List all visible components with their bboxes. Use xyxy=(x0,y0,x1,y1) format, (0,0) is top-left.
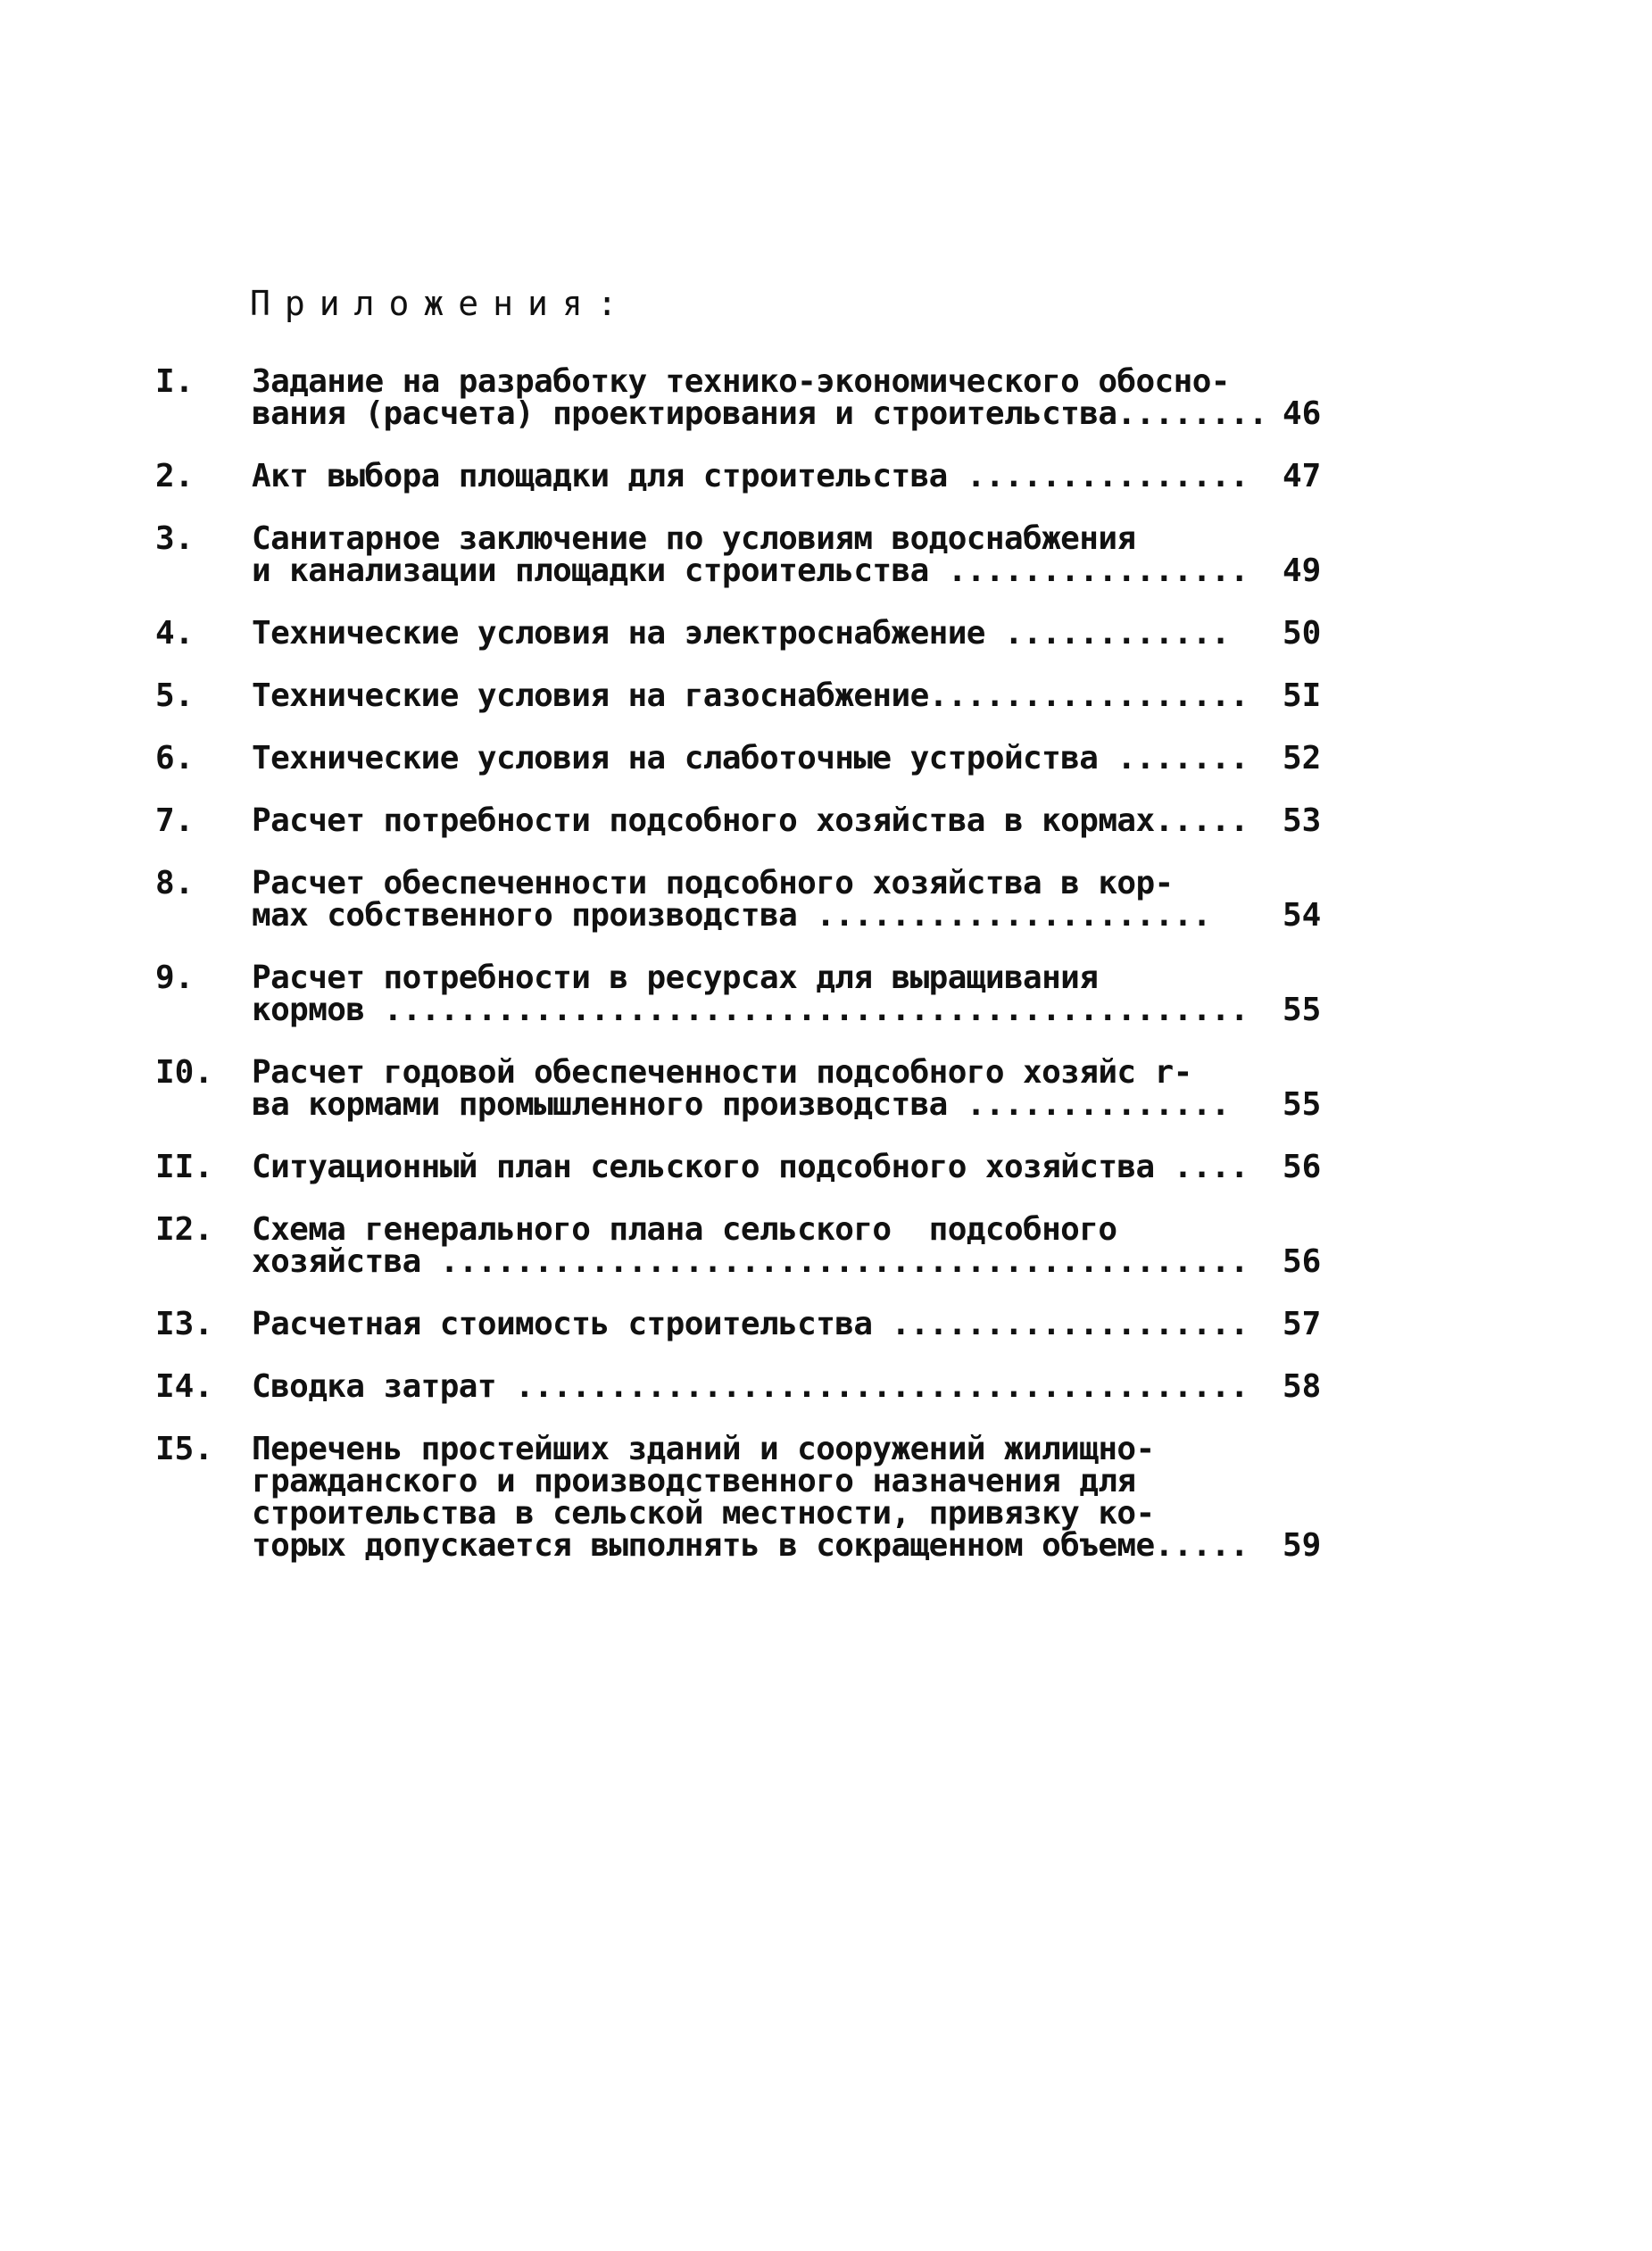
toc-entry-9 xyxy=(152,959,1339,1028)
entry-page-number: 59 xyxy=(1283,1527,1322,1564)
toc-entry-5 xyxy=(152,677,1339,714)
entry-number: I2. xyxy=(155,1211,214,1248)
entry-title: Расчет потребности в ресурсах для выращивания кормов .............................................. xyxy=(252,959,1249,1028)
entry-page-number: 53 xyxy=(1283,802,1322,839)
entry-number: I0. xyxy=(155,1054,214,1091)
entry-page-number: 56 xyxy=(1283,1149,1322,1185)
toc-entry-3 xyxy=(152,520,1339,589)
toc-entry-11 xyxy=(152,1151,1339,1184)
toc-entry-6 xyxy=(152,740,1339,777)
entry-number: 4. xyxy=(155,615,195,652)
toc-entry-10 xyxy=(152,1054,1339,1123)
entry-page-number: 58 xyxy=(1283,1368,1322,1405)
entry-number: I5. xyxy=(155,1431,214,1467)
entry-number: II. xyxy=(155,1149,214,1185)
entry-page-number: 47 xyxy=(1283,458,1322,494)
entry-number: 2. xyxy=(155,458,195,494)
entry-title: Акт выбора площадки для строительства ............... xyxy=(252,458,1249,494)
entry-number: 8. xyxy=(155,865,195,901)
entry-number: 3. xyxy=(155,520,195,557)
toc-entry-4 xyxy=(152,615,1339,652)
entry-title: Задание на разработку технико-экономического обосно- вания (расчета) проектирования и строительства........ xyxy=(252,363,1267,432)
toc-entry-7 xyxy=(152,802,1339,839)
entry-number: 5. xyxy=(155,677,195,714)
toc-entry-8 xyxy=(152,865,1339,934)
entry-number: I4. xyxy=(155,1368,214,1405)
toc-entry-2 xyxy=(152,458,1339,494)
entry-title: Ситуационный план сельского подсобного хозяйства .... xyxy=(252,1149,1249,1185)
entry-page-number: 56 xyxy=(1283,1243,1322,1280)
entry-title: Технические условия на электроснабжение ............ xyxy=(252,615,1230,652)
entry-number: 9. xyxy=(155,959,195,996)
entry-number: 7. xyxy=(155,802,195,839)
toc-entry-15 xyxy=(152,1433,1339,1562)
table-of-contents xyxy=(152,363,1339,1592)
toc-entry-13 xyxy=(152,1308,1339,1341)
entry-page-number: 49 xyxy=(1283,552,1322,589)
entry-page-number: 5I xyxy=(1283,677,1322,714)
entry-title: Расчет годовой обеспеченности подсобного хозяйс r- ва кормами промышленного производства .............. xyxy=(252,1054,1230,1123)
entry-page-number: 54 xyxy=(1283,897,1322,934)
entry-title: Схема генерального плана сельского подсобного хозяйства ........................................... xyxy=(252,1211,1249,1280)
entry-page-number: 46 xyxy=(1283,395,1322,432)
entry-number: I. xyxy=(155,363,195,400)
appendices-heading: Приложения: xyxy=(250,284,632,323)
entry-title: Санитарное заключение по условиям водоснабжения и канализации площадки строительства ................ xyxy=(252,520,1249,589)
entry-page-number: 50 xyxy=(1283,615,1322,652)
entry-title: Сводка затрат ....................................... xyxy=(252,1368,1249,1405)
entry-page-number: 55 xyxy=(1283,992,1322,1028)
toc-entry-1 xyxy=(152,363,1339,432)
entry-number: 6. xyxy=(155,740,195,777)
toc-entry-12 xyxy=(152,1211,1339,1280)
entry-title: Расчетная стоимость строительства ................... xyxy=(252,1306,1249,1342)
entry-page-number: 55 xyxy=(1283,1086,1322,1123)
entry-title: Расчет обеспеченности подсобного хозяйства в кор- мах собственного производства ..................... xyxy=(252,865,1211,934)
entry-title: Перечень простейших зданий и сооружений жилищно- гражданского и производственного назначения для строительства в сельской местности, привязку ко- торых допускается выполнять в сокращенном объеме..... xyxy=(252,1431,1249,1564)
entry-page-number: 57 xyxy=(1283,1306,1322,1342)
toc-entry-14 xyxy=(152,1368,1339,1405)
entry-page-number: 52 xyxy=(1283,740,1322,777)
entry-title: Технические условия на газоснабжение................. xyxy=(252,677,1249,714)
entry-title: Расчет потребности подсобного хозяйства в кормах..... xyxy=(252,802,1249,839)
entry-title: Технические условия на слаботочные устройства ....... xyxy=(252,740,1249,777)
entry-number: I3. xyxy=(155,1306,214,1342)
